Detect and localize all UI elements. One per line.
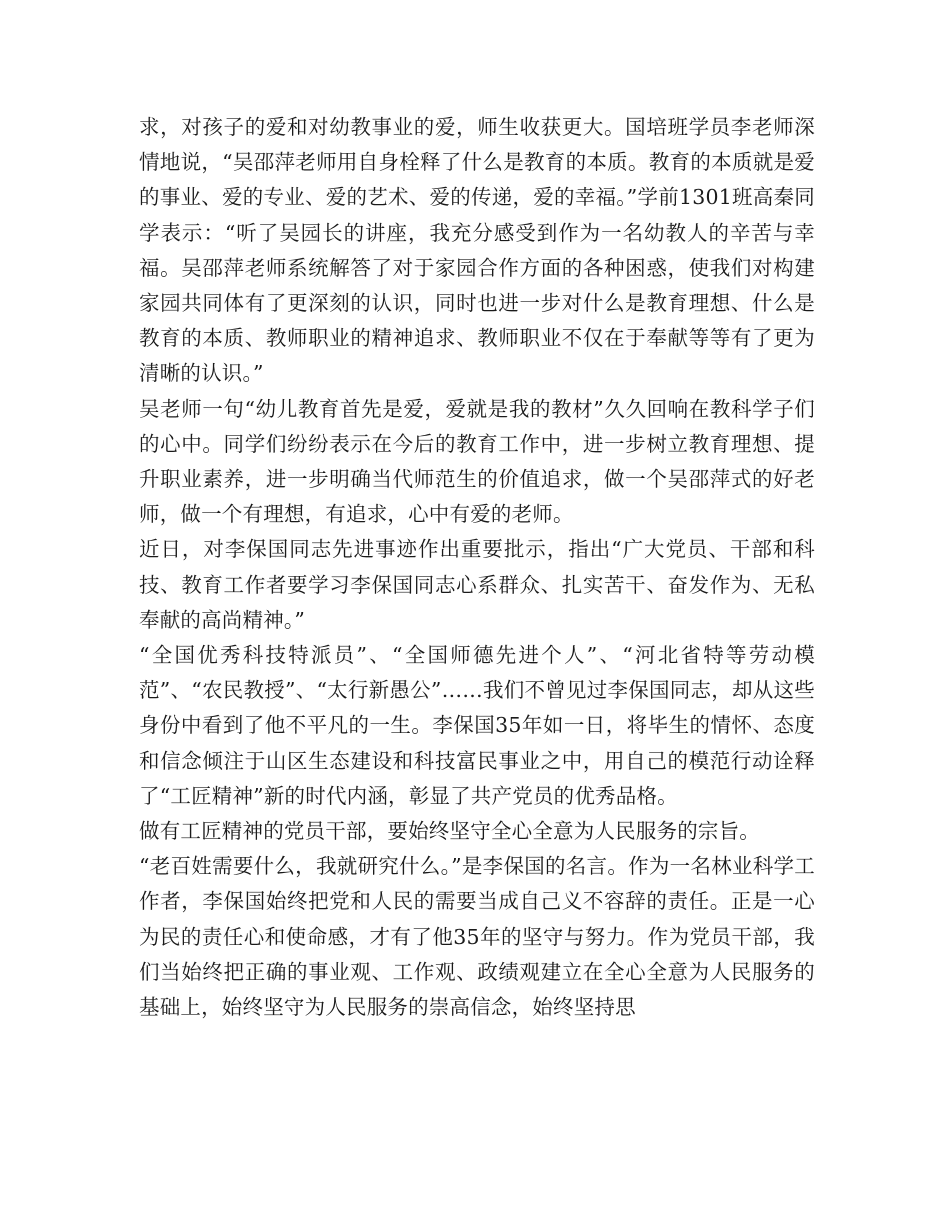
paragraph-4: “全国优秀科技特派员”、“全国师德先进个人”、“河北省特等劳动模范”、“农民教授”、“太行新愚公”……我们不曾见过李保国同志，却从这些身份中看到了他不平凡的一生。李保国35年如一日，将毕生的情怀、态度和信念倾注于山区生态建设和科技富民事业之中，用自己的模范行动诠释了“工匠精神”新的时代内涵，彰显了共产党员的优秀品格。 — [139, 643, 815, 808]
paragraph-3: 近日，对李保国同志先进事迹作出重要批示，指出“广大党员、干部和科技、教育工作者要学习李保国同志心系群众、扎实苦干、奋发作为、无私奉献的高尚精神。” — [139, 537, 815, 632]
document-body — [139, 110, 815, 1025]
paragraph-5: 做有工匠精神的党员干部，要始终坚守全心全意为人民服务的宗旨。 — [139, 819, 760, 844]
paragraph-1: 求，对孩子的爱和对幼教事业的爱，师生收获更大。国培班学员李老师深情地说，“吴邵萍老师用自身栓释了什么是教育的本质。教育的本质就是爱的事业、爱的专业、爱的艺术、爱的传递，爱的幸福。”学前1301班高秦同学表示：“听了吴园长的讲座，我充分感受到作为一名幼教人的辛苦与幸福。吴邵萍老师系统解答了对于家园合作方面的各种困惑，使我们对构建家园共同体有了更深刻的认识，同时也进一步对什么是教育理想、什么是教育的本质、教师职业的精神追求、教师职业不仅在于奉献等等有了更为清晰的认识。” — [139, 115, 815, 386]
paragraph-2: 吴老师一句“幼儿教育首先是爱，爱就是我的教材”久久回响在教科学子们的心中。同学们纷纷表示在今后的教育工作中，进一步树立教育理想、提升职业素养，进一步明确当代师范生的价值追求，做一个吴邵萍式的好老师，做一个有理想，有追求，心中有爱的老师。 — [139, 396, 815, 527]
paragraph-6: “老百姓需要什么，我就研究什么。”是李保国的名言。作为一名林业科学工作者，李保国始终把党和人民的需要当成自己义不容辞的责任。正是一心为民的责任心和使命感，才有了他35年的坚守与努力。作为党员干部，我们当始终把正确的事业观、工作观、政绩观建立在全心全意为人民服务的基础上，始终坚守为人民服务的崇高信念，始终坚持思 — [139, 854, 815, 1020]
